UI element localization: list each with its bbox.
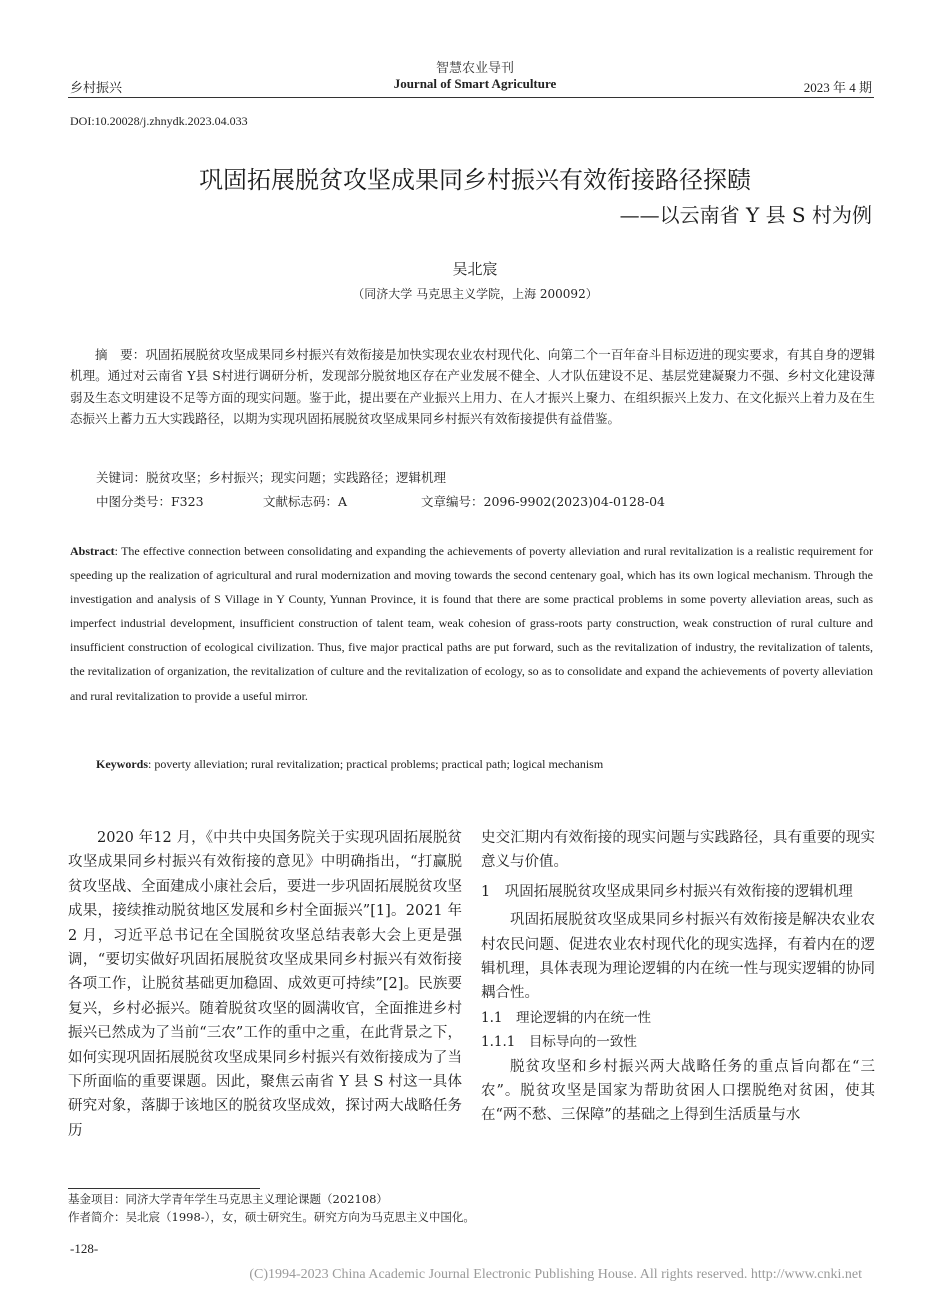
abstract-cn-text: 巩固拓展脱贫攻坚成果同乡村振兴有效衔接是加快实现农业农村现代化、向第二个一百年奋斗目标迈进的现实要求，有其自身的逻辑机理。通过对云南省 Y县 S村进行调研分析，发现部分脱贫地区存在产业发展不健全、人才队伍建设不足、基层党建凝聚力不强、乡村文化建设薄弱及生态文明建设不足等方面的现实问题。鉴于此，提出要在产业振兴上用力、在人才振兴上聚力、在组织振兴上发力、在文化振兴上着力及在生态振兴上蓄力五大实践路径，以期为实现巩固拓展脱贫攻坚成果同乡村振兴有效衔接提供有益借鉴。 — [70, 347, 875, 426]
issue-label: 2023 年 4 期 — [803, 80, 872, 95]
page-number: -128- — [70, 1241, 99, 1256]
copyright-notice: (C)1994-2023 China Academic Journal Electronic Publishing House. All rights reserved. http://www.cnki.net — [249, 1267, 862, 1282]
header-rule — [68, 97, 874, 98]
footnote-author-bio: 作者简介：吴北宸（1998-），女，硕士研究生。研究方向为马克思主义中国化。 — [68, 1210, 475, 1224]
body-left-column — [68, 826, 462, 1143]
keywords-en — [96, 757, 603, 772]
article-number: 文章编号：2096-9902(2023)04-0128-04 — [421, 494, 665, 509]
section-heading-1-1-1: 1.1.1 目标导向的一致性 — [481, 1034, 637, 1051]
document-code: 文献标志码：A — [263, 494, 348, 509]
keywords-cn: 关键词：脱贫攻坚；乡村振兴；现实问题；实践路径；逻辑机理 — [96, 470, 447, 485]
abstract-cn — [70, 344, 875, 429]
clc-number: 中图分类号：F323 — [96, 494, 204, 509]
abstract-en-text: : The effective connection between consolidating and expanding the achievements of poverty alleviation and rural revitalization is a realistic requirement for speeding up the realization of agricultural and rural modernization and moving towards the second centenary goal, which has its own logical mechanism. Through the investigation and analysis of S Village in Y County, Yunnan Province, it is found that there are some practical problems in some poverty alleviation areas, such as imperfect industrial development, insufficient construction of talent team, weak cohesion of grass-roots party construction, weak construction of rural culture and insufficient construction of ecological civilization. Thus, five major practical paths are put forward, such as the revitalization of industry, the revitalization of talents, the revitalization of organization, the revitalization of culture and the revitalization of ecology, so as to consolidate and expand the achievements of poverty alleviation and rural revitalization to provide a useful mirror. — [70, 544, 873, 703]
section-label: 乡村振兴 — [70, 81, 123, 96]
paper-title: 巩固拓展脱贫攻坚成果同乡村振兴有效衔接路径探赜 — [199, 166, 751, 194]
abstract-en — [70, 539, 873, 708]
section-heading-1-1: 1.1 理论逻辑的内在统一性 — [481, 1009, 651, 1026]
doi: DOI:10.20028/j.zhnydk.2023.04.033 — [70, 114, 248, 128]
body-paragraph: 脱贫攻坚和乡村振兴两大战略任务的重点旨向都在“三农”。脱贫攻坚是国家为帮助贫困人口摆脱绝对贫困，使其在“两不愁、三保障”的基础之上得到生活质量与水 — [481, 1058, 875, 1124]
affiliation: （同济大学 马克思主义学院，上海 200092） — [352, 287, 598, 301]
abstract-cn-label: 摘 要： — [95, 347, 146, 362]
keywords-en-text: : poverty alleviation; rural revitalization; practical problems; practical path; logical mechanism — [148, 757, 604, 771]
journal-title-cn: 智慧农业导刊 — [435, 61, 514, 76]
section-heading-1: 1 巩固拓展脱贫攻坚成果同乡村振兴有效衔接的逻辑机理 — [481, 883, 853, 900]
journal-title-en: Journal of Smart Agriculture — [393, 76, 557, 91]
body-paragraph-continued: 史交汇期内有效衔接的现实问题与实践路径，具有重要的现实意义与价值。 — [481, 830, 875, 871]
body-paragraph: 2020 年12 月，《中共中央国务院关于实现巩固拓展脱贫攻坚成果同乡村振兴有效衔接的意见》中明确指出，“打赢脱贫攻坚战、全面建成小康社会后，要进一步巩固拓展脱贫攻坚成果，接续推动脱贫地区发展和乡村全面振兴”[1]。2021 年 2 月，习近平总书记在全国脱贫攻坚总结表彰大会上更是强调，“要切实做好巩固拓展脱贫攻坚成果同乡村振兴有效衔接各项工作，让脱贫基础更加稳固、成效更可持续”[2]。民族要复兴，乡村必振兴。随着脱贫攻坚的圆满收官，全面推进乡村振兴已然成为了当前“三农”工作的重中之重，在此背景之下，如何实现巩固拓展脱贫攻坚成果同乡村振兴有效衔接成为了当下所面临的重要课题。因此，聚焦云南省 Y 县 S 村这一具体研究对象，落脚于该地区的脱贫攻坚成效，探讨两大战略任务历 — [68, 830, 462, 1139]
paper-subtitle: ——以云南省 Y 县 S 村为例 — [619, 203, 872, 227]
abstract-en-label: Abstract — [70, 544, 115, 558]
body-paragraph: 巩固拓展脱贫攻坚成果同乡村振兴有效衔接是解决农业农村农民问题、促进农业农村现代化的现实选择，有着内在的逻辑机理，具体表现为理论逻辑的内在统一性与现实逻辑的协同耦合性。 — [481, 912, 875, 1002]
footnote-fund: 基金项目：同济大学青年学生马克思主义理论课题（202108） — [68, 1192, 388, 1206]
keywords-en-label: Keywords — [96, 757, 148, 771]
footnote-rule — [68, 1188, 260, 1189]
body-right-column — [481, 826, 875, 1128]
author: 吴北宸 — [452, 260, 498, 278]
